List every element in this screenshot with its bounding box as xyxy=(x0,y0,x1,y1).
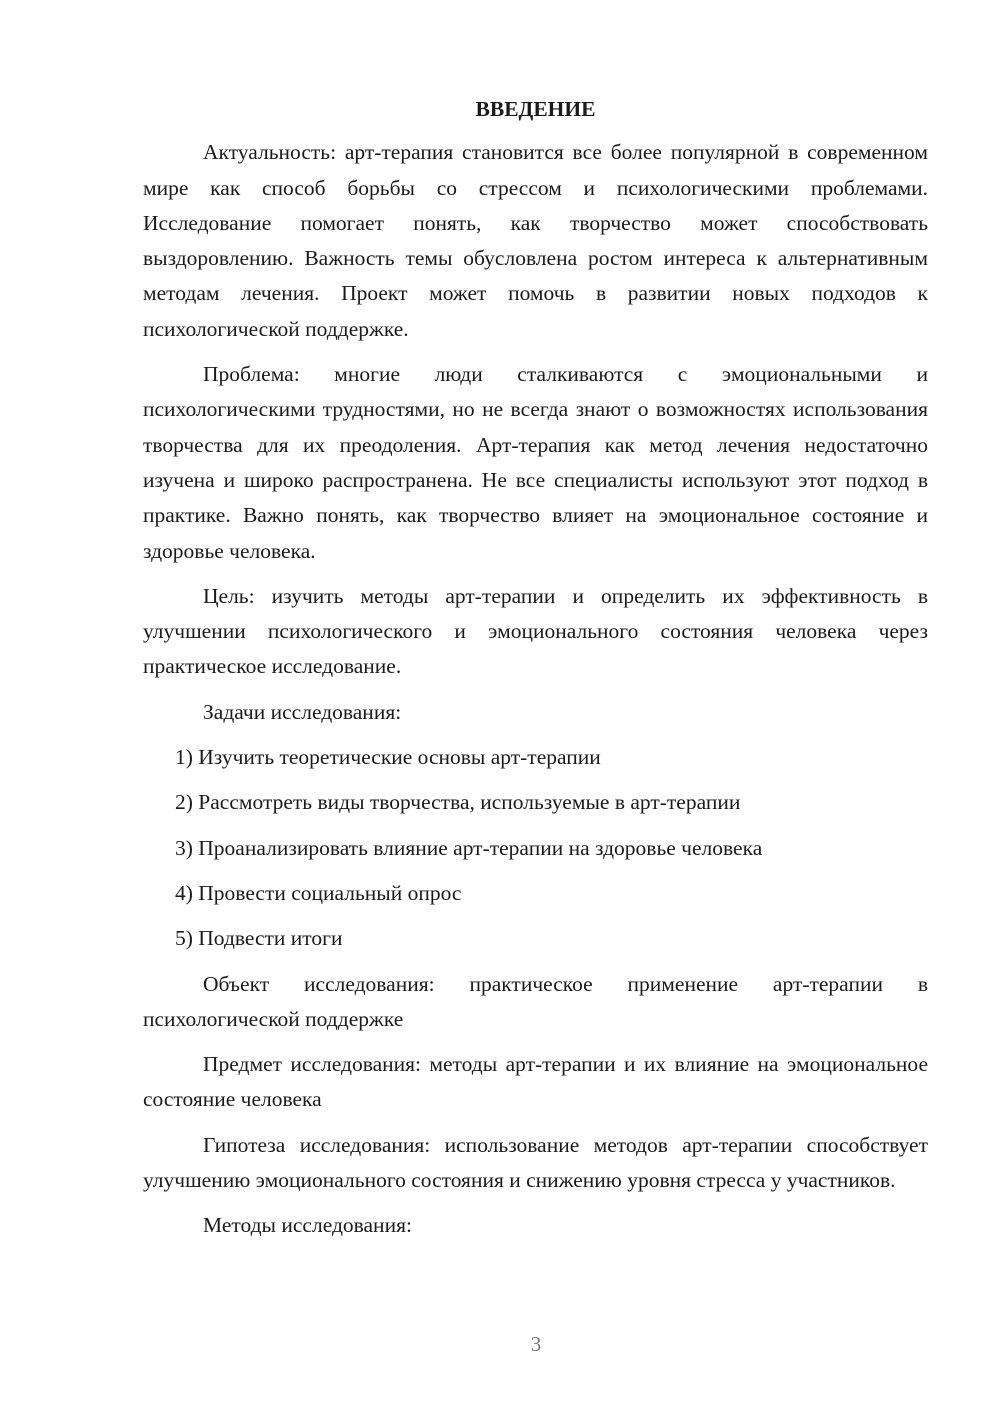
document-page xyxy=(143,92,928,1254)
tasks-list xyxy=(143,740,928,956)
paragraph-subject: Предмет исследования: методы арт-терапии и их влияние на эмоциональное состояние человека xyxy=(143,1052,928,1112)
paragraph-object: Объект исследования: практическое применение арт-терапии в психологической поддержке xyxy=(143,971,928,1031)
task-item: 2) Рассмотреть виды творчества, используемые в арт-терапии xyxy=(175,790,741,815)
paragraph-relevance: Актуальность: арт-терапия становится все более популярной в современном мире как способ борьбы со стрессом и психологическими проблемами. Исследование помогает понять, как творчество может способствовать выздоровлению. Важность темы обусловлена ростом интереса к альтернативным методам лечения. Проект может помочь в развитии новых подходов к психологической поддержке. xyxy=(143,140,928,341)
paragraph-tasks-heading: Задачи исследования: xyxy=(203,699,402,724)
page-number: 3 xyxy=(530,1332,542,1356)
paragraph-hypothesis: Гипотеза исследования: использование методов арт-терапии способствует улучшению эмоционального состояния и снижению уровня стресса у участников. xyxy=(143,1132,928,1193)
task-item: 4) Провести социальный опрос xyxy=(175,880,462,905)
paragraph-goal: Цель: изучить методы арт-терапии и определить их эффективность в улучшении психологического и эмоционального состояния человека через практическое исследование. xyxy=(143,583,928,679)
paragraph-problem: Проблема: многие люди сталкиваются с эмоциональными и психологическими трудностями, но не всегда знают о возможностях использования творчества для их преодоления. Арт-терапия как метод лечения недостаточно изучена и широко распространена. Не все специалисты используют этот подход в практике. Важно понять, как творчество влияет на эмоциональное состояние и здоровье человека. xyxy=(143,362,928,563)
task-item: 5) Подвести итоги xyxy=(175,926,343,951)
task-item: 3) Проанализировать влияние арт-терапии на здоровье человека xyxy=(175,835,763,860)
paragraph-methods: Методы исследования: xyxy=(203,1213,412,1238)
task-item: 1) Изучить теоретические основы арт-терапии xyxy=(175,745,601,770)
section-title: ВВЕДЕНИЕ xyxy=(475,97,596,121)
